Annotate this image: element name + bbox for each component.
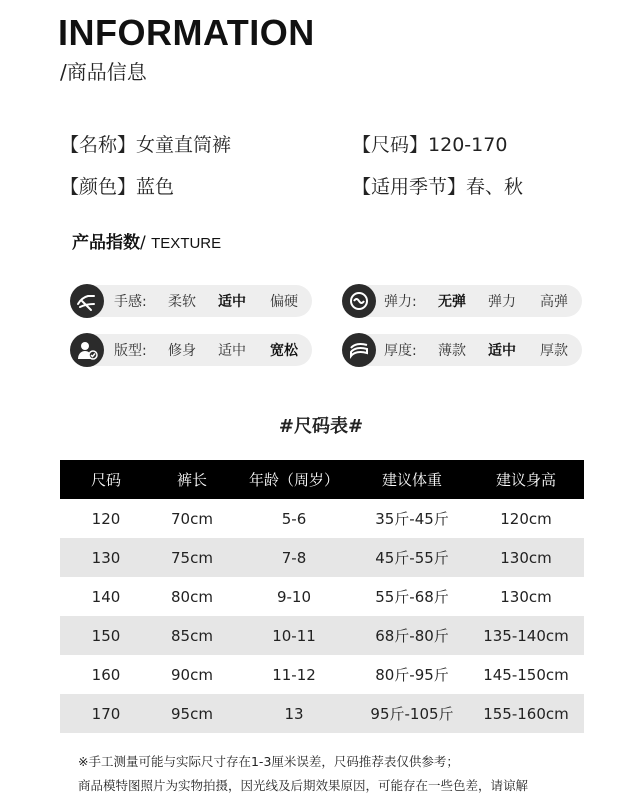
table-cell: 130cm [468,538,584,577]
table-cell: 170 [60,694,152,733]
table-cell: 85cm [152,616,232,655]
table-cell: 160 [91,665,121,684]
info-color-key: 【颜色】 [60,176,137,198]
size-table [60,460,584,733]
size-table-header: 建议身高 [468,460,584,499]
info-name [60,130,231,157]
table-cell: 10-11 [232,616,356,655]
info-size-key: 【尺码】 [352,134,429,156]
texture-label: 弹力: [384,294,417,310]
table-cell: 95cm [152,694,232,733]
table-cell: 80斤-95斤 [375,666,449,684]
table-cell: 140 [91,587,121,606]
size-table-header: 年龄（周岁） [232,460,356,499]
texture-thickness [344,334,582,366]
table-row [60,694,584,733]
table-cell: 5-6 [281,509,307,528]
table-cell: 7-8 [232,538,356,577]
table-row [60,616,584,655]
table-cell: 120cm [500,509,552,528]
size-table-header-row [60,460,584,499]
table-cell: 95斤-105斤 [356,694,468,733]
texture-elasticity [344,285,582,317]
table-cell: 150 [60,616,152,655]
table-row [60,577,584,616]
info-size [352,130,507,157]
table-cell: 155-160cm [468,694,584,733]
info-season [352,172,523,199]
texture-option-selected: 适中 [218,294,246,310]
texture-option: 厚款 [540,343,568,359]
table-cell: 80cm [171,587,213,606]
page-title: INFORMATION [58,12,315,53]
info-color-value: 蓝色 [136,176,175,198]
texture-title-cn: 产品指数 [72,233,140,253]
texture-option: 修身 [168,343,196,359]
hand-feel-icon [70,284,104,318]
table-row [60,655,584,694]
texture-label: 厚度: [384,343,417,359]
table-cell: 45斤-55斤 [356,538,468,577]
table-cell: 70cm [171,509,213,528]
size-table-header: 尺码 [60,460,152,499]
texture-title-en: TEXTURE [151,235,222,252]
table-cell: 130 [60,538,152,577]
table-row [60,538,584,577]
table-cell: 75cm [152,538,232,577]
texture-option: 薄款 [438,343,466,359]
texture-option-selected: 适中 [488,343,516,359]
table-cell: 130cm [500,587,552,606]
info-season-key: 【适用季节】 [352,176,467,198]
note-line-2: 商品模特图照片为实物拍摄，因光线及后期效果原因，可能存在一些色差，请谅解 [78,778,529,793]
info-color [60,172,174,199]
table-cell: 13 [232,694,356,733]
info-name-value: 女童直筒裤 [136,134,232,156]
thickness-icon [342,333,376,367]
fit-icon [70,333,104,367]
texture-hand-feel [72,285,312,317]
texture-option: 弹力 [488,294,516,310]
table-cell: 9-10 [276,587,312,606]
info-size-value: 120-170 [428,134,508,156]
texture-option: 偏硬 [270,294,298,310]
table-row [60,499,584,538]
texture-option: 柔软 [168,294,196,310]
texture-option: 适中 [218,343,246,359]
table-cell: 35斤-45斤 [375,510,449,528]
info-name-key: 【名称】 [60,134,137,156]
table-cell: 68斤-80斤 [356,616,468,655]
note-line-1: ※手工测量可能与实际尺寸存在1-3厘米误差，尺码推荐表仅供参考； [78,754,459,769]
size-table-title: #尺码表# [278,416,364,437]
texture-option-selected: 宽松 [270,343,298,359]
size-table-header: 建议体重 [356,460,468,499]
table-cell: 135-140cm [468,616,584,655]
texture-title [72,228,221,253]
table-cell: 120 [91,509,121,528]
info-season-value: 春、秋 [466,176,524,198]
texture-option: 高弹 [540,294,568,310]
table-cell: 55斤-68斤 [375,588,449,606]
elasticity-icon [342,284,376,318]
table-cell: 11-12 [272,665,316,684]
table-cell: 90cm [171,665,213,684]
texture-label: 手感: [114,294,147,310]
texture-option-selected: 无弹 [438,294,466,310]
size-table-header: 裤长 [152,460,232,499]
texture-label: 版型: [114,343,147,359]
page-subtitle: /商品信息 [60,60,147,84]
texture-fit [72,334,312,366]
texture-title-sep: / [140,233,152,253]
table-cell: 145-150cm [483,665,569,684]
